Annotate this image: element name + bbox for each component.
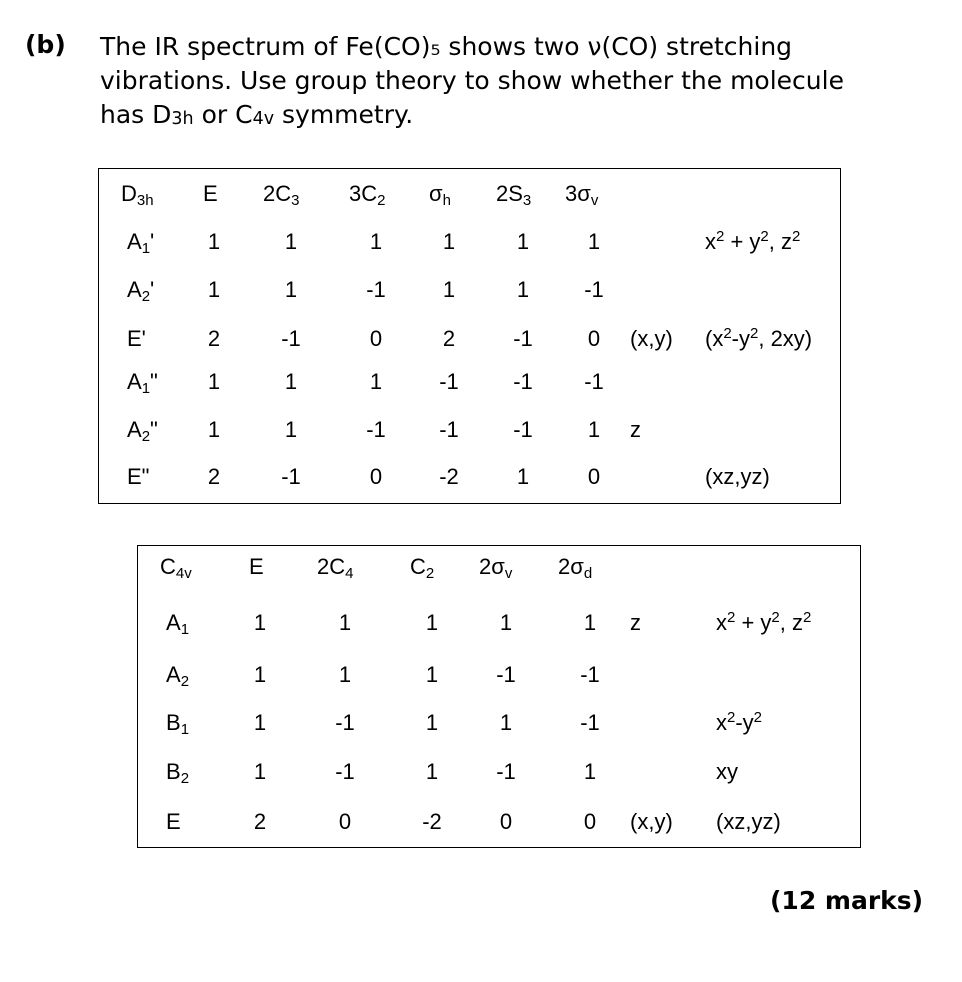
d3h-row-label-5 <box>127 464 149 490</box>
character-table-d3h: $D_{3h}$ E $2C_3$ $3C_2$ $\sigma_h$ $2S_3$ $3\sigma_v$ $A_1'$ 1 1 1 1 1 1 $x^2 + y^2$, $z^2$ $A_2'$ 1 1 -1 1 1 -1 E' 2 -1 0 2 -1 0 (x,y) ($x^2-y^2$, 2xy) $A_1$" 1 1 1 -1 -1 -1 $A_2$" 1 1 -1 -1 -1 1 z E" 2 -1 0 -2 1 0 (xz,yz) <box>98 168 841 504</box>
d3h-header-2 <box>263 181 299 207</box>
d3h-row-label-1-prime: ' <box>150 277 155 302</box>
d3h-linear-function-2: (x,y) <box>630 326 673 351</box>
c4v-row-label-2-subscript: 1 <box>180 721 190 738</box>
c4v-header-1-main: E <box>249 554 264 579</box>
question-line-3-prefix: has D <box>100 100 172 129</box>
d3h-row-label-4-prime: " <box>150 417 158 442</box>
c4v-row-label-1-subscript: 2 <box>180 673 190 690</box>
d3h-row-label-3-prime: " <box>150 369 158 394</box>
c4v-header-1 <box>249 554 264 580</box>
d3h-header-5-main: 2S <box>496 181 523 206</box>
c4v-row-label-1-main: A <box>166 662 181 687</box>
d3h-header-2-main: 2C <box>263 181 292 206</box>
c4v-row-label-2-main: B <box>166 710 181 735</box>
d3h-row-label-0-prime: ' <box>150 229 155 254</box>
question-line-3-sub2: 4v <box>252 108 275 129</box>
c4v-header-2-subscript: 4 <box>345 565 354 582</box>
c4v-quadratic-function-2: $x^2-y^2$ <box>716 709 763 735</box>
question-line-3-sub1: 3h <box>171 108 194 129</box>
d3h-header-4-main: σ <box>429 181 443 206</box>
d3h-header-6 <box>565 181 598 207</box>
d3h-row-label-3-subscript: 1 <box>141 380 151 397</box>
question-line-3-suffix: symmetry. <box>274 100 414 129</box>
question-line-2: vibrations. Use group theory to show whether the molecule <box>100 66 844 95</box>
marks-label: (12 marks) <box>770 886 924 915</box>
d3h-row-label-4-main: A <box>127 417 142 442</box>
question-label: (b) <box>25 30 66 59</box>
c4v-header-5-subscript: d <box>583 565 593 582</box>
c4v-row-label-4 <box>166 809 181 835</box>
c4v-quadratic-function-4: (xz,yz) <box>716 809 781 834</box>
d3h-header-5 <box>496 181 531 207</box>
c4v-header-3-subscript: 2 <box>425 565 435 582</box>
c4v-linear-function-0: z <box>630 610 641 635</box>
d3h-row-label-0 <box>127 229 154 255</box>
c4v-header-2-main: 2C <box>317 554 346 579</box>
c4v-header-2 <box>317 554 353 580</box>
question-line-1: The IR spectrum of Fe(CO)₅ shows two ν(CO) stretching <box>100 32 793 61</box>
d3h-row-label-4 <box>127 417 158 443</box>
d3h-header-3-subscript: 2 <box>377 192 386 209</box>
c4v-row-label-4-main: E <box>166 809 181 834</box>
question-line-3-mid: or C <box>193 100 253 129</box>
d3h-header-2-subscript: 3 <box>291 192 300 209</box>
question-line-3 <box>100 98 920 136</box>
c4v-header-4 <box>479 554 512 580</box>
c4v-row-label-3-main: B <box>166 759 181 784</box>
d3h-quadratic-function-2: ($x^2-y^2$, 2xy) <box>705 325 813 351</box>
d3h-row-label-1 <box>127 277 154 303</box>
d3h-header-0-main: D <box>121 181 137 206</box>
d3h-header-4-subscript: h <box>442 192 451 209</box>
d3h-row-label-0-main: A <box>127 229 142 254</box>
c4v-row-label-0 <box>166 610 189 636</box>
c4v-quadratic-function-0: $x^2 + y^2$, $z^2$ <box>716 609 812 635</box>
d3h-header-3 <box>349 181 385 207</box>
c4v-row-label-3 <box>166 759 189 785</box>
d3h-header-3-main: 3C <box>349 181 378 206</box>
c4v-quadratic-function-3: xy <box>716 759 738 784</box>
c4v-header-0-main: C <box>160 554 176 579</box>
c4v-header-0 <box>160 554 192 580</box>
d3h-row-label-4-subscript: 2 <box>141 428 151 445</box>
character-table-c4v: $C_{4v}$ E $2C_4$ $C_2$ $2\sigma_v$ $2\sigma_d$ $A_1$ 1 1 1 1 1 z $x^2 + y^2$, $z^2$ $A_2$ 1 1 1 -1 -1 $B_1$ 1 -1 1 1 -1 $x^2-y^2$ $B_2$ 1 -1 1 -1 1 xy E 2 0 -2 0 0 (x,y) (xz,yz) <box>137 545 861 848</box>
d3h-header-1 <box>203 181 218 207</box>
d3h-row-label-1-subscript: 2 <box>141 288 151 305</box>
d3h-quadratic-function-0: $x^2 + y^2$, $z^2$ <box>705 228 801 254</box>
c4v-row-label-2 <box>166 710 189 736</box>
c4v-header-4-subscript: v <box>504 565 513 582</box>
d3h-row-label-3 <box>127 369 158 395</box>
d3h-header-0 <box>121 181 154 207</box>
d3h-header-6-subscript: v <box>590 192 599 209</box>
c4v-header-5 <box>558 554 592 580</box>
d3h-linear-function-4: z <box>630 417 641 442</box>
d3h-row-label-5-main: E" <box>127 464 150 489</box>
c4v-header-3-main: C <box>410 554 426 579</box>
c4v-row-label-3-subscript: 2 <box>180 770 190 787</box>
d3h-header-4 <box>429 181 451 207</box>
question-text <box>100 30 920 136</box>
d3h-header-1-main: E <box>203 181 218 206</box>
d3h-row-label-0-subscript: 1 <box>141 240 151 257</box>
c4v-header-3 <box>410 554 434 580</box>
d3h-header-6-main: 3σ <box>565 181 591 206</box>
c4v-row-label-1 <box>166 662 189 688</box>
d3h-row-label-1-main: A <box>127 277 142 302</box>
c4v-header-5-main: 2σ <box>558 554 584 579</box>
d3h-header-5-subscript: 3 <box>522 192 532 209</box>
c4v-row-label-0-main: A <box>166 610 181 635</box>
d3h-header-0-subscript: 3h <box>136 192 154 209</box>
d3h-row-label-3-main: A <box>127 369 142 394</box>
c4v-header-4-main: 2σ <box>479 554 505 579</box>
d3h-row-label-2 <box>127 326 146 352</box>
d3h-row-label-2-main: E' <box>127 326 146 351</box>
c4v-linear-function-4: (x,y) <box>630 809 673 834</box>
c4v-row-label-0-subscript: 1 <box>180 621 190 638</box>
d3h-quadratic-function-5: (xz,yz) <box>705 464 770 489</box>
c4v-header-0-subscript: 4v <box>175 565 192 582</box>
